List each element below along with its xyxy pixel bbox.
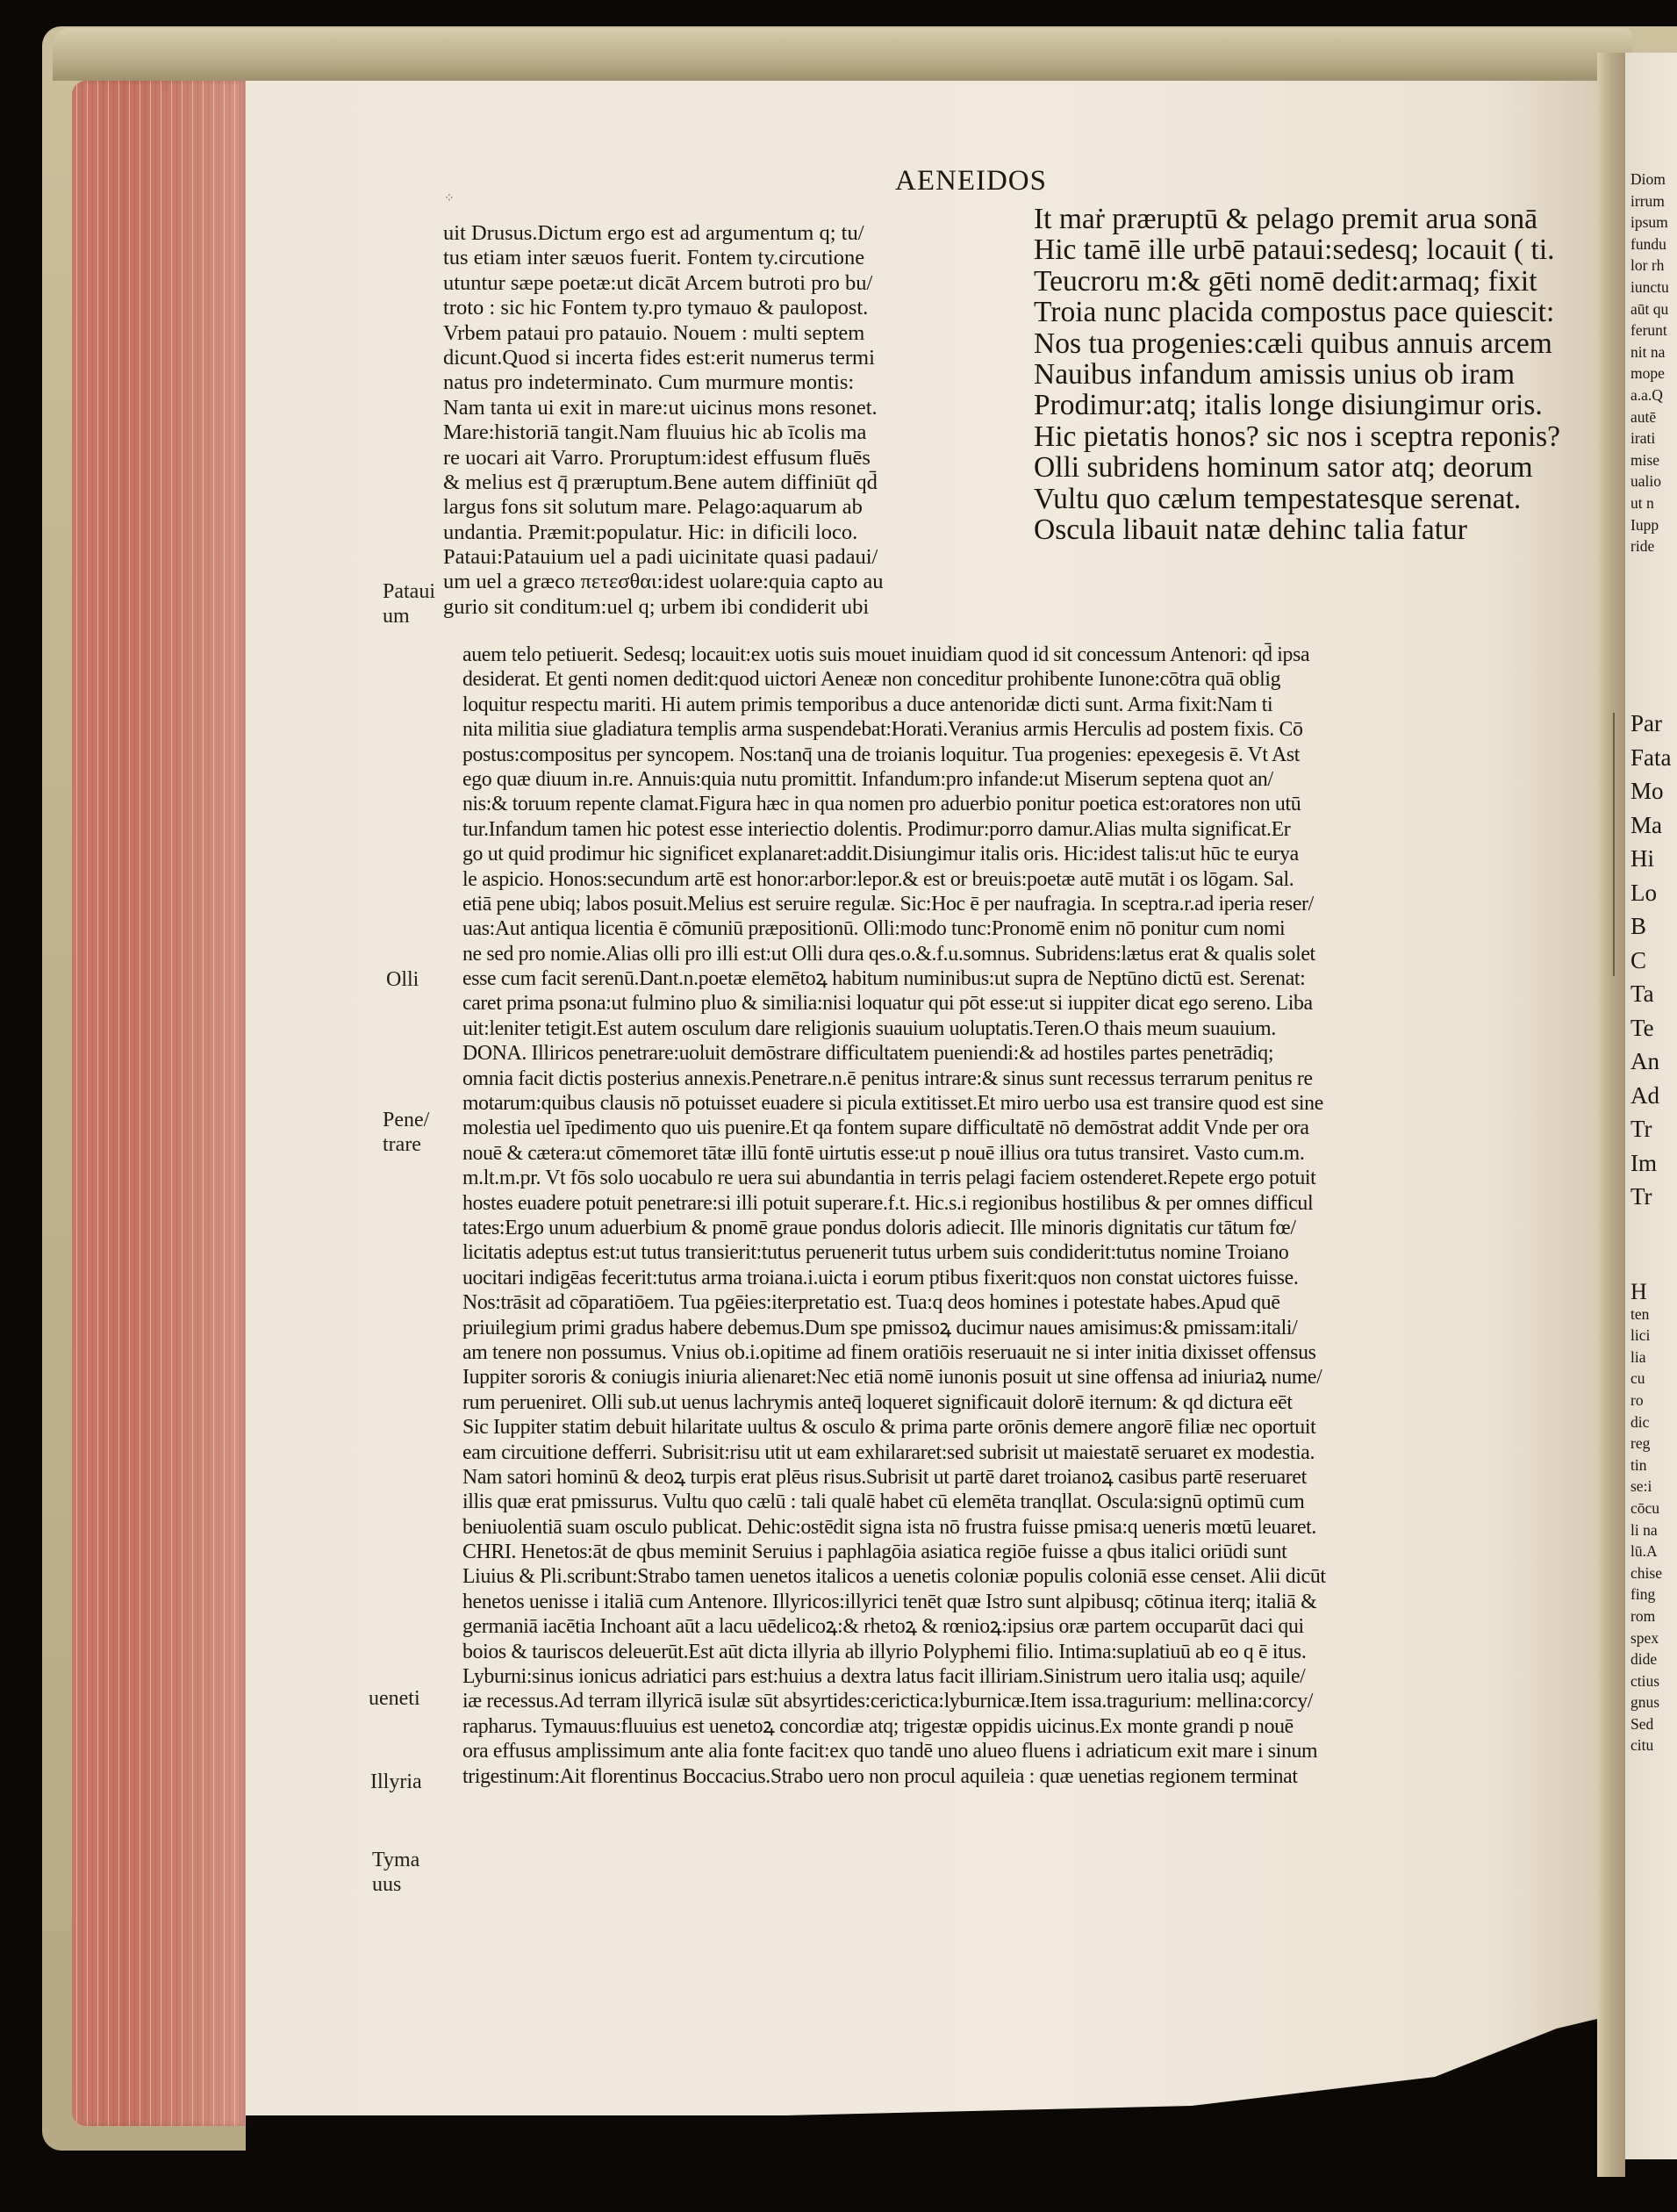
verse-line: Olli subridens hominum sator atq; deorum — [1034, 451, 1533, 485]
fragment: Par — [1630, 710, 1662, 736]
commentary-line: um uel a græco πετεσθαι:idest uolare:quia capto au — [443, 570, 884, 594]
fragment: C — [1630, 946, 1647, 973]
verse-line: Nos tua progenies:cæli quibus annuis arcem — [1034, 327, 1552, 360]
fragment: mope — [1630, 364, 1665, 383]
fragment: ualio — [1630, 472, 1661, 491]
fragment: ipsum — [1630, 213, 1668, 232]
commentary-line: uocitari indigēas fecerit:tutus arma troiana.i.uicta i eorum ptibus fixerit:quos non constat uictores fuisse. — [462, 1266, 1299, 1289]
commentary-line: iæ recessus.Ad terram illyricā isulæ sūt absyrtides:cerictica:lyburnicæ.Item issa.tragurium: mellina:corcy/ — [462, 1690, 1314, 1713]
fragment: H — [1630, 1282, 1647, 1304]
verse-line: Prodimur:atq; italis longe disiungimur oris. — [1034, 389, 1543, 422]
commentary-line: tus etiam inter sæuos fuerit. Fontem ty.circutione — [443, 246, 865, 270]
marginal-note: Olli — [386, 968, 419, 991]
fragment: aūt qu — [1630, 299, 1669, 318]
fragment: nit na — [1630, 342, 1666, 361]
commentary-line: germaniā iacētia Inchoant aūt a lacu uēdelicoꝝ:& rhetoꝝ & rœnioꝝ:ipsius oræ partem occuparūt daci qui — [462, 1615, 1304, 1639]
commentary-line: ne sed pro nomie.Alias olli pro illi est:ut Olli dura qes.o.&.f.u.somnus. Subridens:lætus erat & qualis solet — [462, 942, 1315, 966]
commentary-line: DONA. Illiricos penetrare:uoluit demōstrare difficultatem pueniendi:& ad hostiles partes penetrādiq; — [462, 1042, 1274, 1066]
marginal-note: trare — [383, 1133, 421, 1156]
commentary-line: illis quæ erat pmissurus. Vultu quo cælū : tali qualē habet cū elemēta tranqllat. Oscula:signū optimū cum — [462, 1490, 1305, 1514]
commentary-line: CHRI. Henetos:āt de qbus meminit Seruius i paphlagōia asiatica regiōe fuisse a qbus italici oriūdi sunt — [462, 1540, 1287, 1564]
commentary-line: largus fons sit solutum mare. Pelago:aquarum ab — [443, 495, 863, 520]
commentary-line: trigestinum:Ait florentinus Boccacius.Strabo uero non procul aquileia : quæ uenetias regionem terminat — [462, 1764, 1298, 1788]
fragment: Tr — [1630, 1116, 1652, 1142]
commentary-line: ora effusus amplissimum ante alia fonte facit:ex quo tandē uno alueo fluens i adriaticum exit mare i sinum — [462, 1740, 1318, 1763]
fragment: fing — [1630, 1585, 1656, 1604]
fragment: irati — [1630, 429, 1656, 448]
commentary-line: undantia. Præmit:populatur. Hic: in dificili loco. — [443, 520, 858, 544]
fragment: lor rh — [1630, 256, 1665, 275]
commentary-line: licitatis adeptus est:ut tutus transierit:tutus peruenerit tutus urbem suis condiderit:tutus nomine Troiano — [462, 1241, 1289, 1265]
fragment: ferunt — [1630, 321, 1667, 340]
facing-page-text-top — [1630, 169, 1677, 557]
commentary-line: desiderat. Et genti nomen dedit:quod uictori Aeneæ non conceditur prohibente Iunone:cōtra quā oblig — [462, 668, 1281, 692]
commentary-line: nouē & cætera:ut cōmemoret tātæ illū fontē uirtutis esse:ut p nouē illius ora tutus transiret. Vasto cum.m. — [462, 1141, 1305, 1165]
commentary-line: m.lt.m.pr. Vt fōs solo uocabulo re uera sui abundantia in terris pelagi faciem ostenderet.Repete ergo potuit — [462, 1167, 1316, 1190]
fragment: An — [1630, 1048, 1659, 1074]
commentary-wide-column — [462, 643, 1599, 1790]
commentary-line: Vrbem pataui pro patauio. Nouem : multi septem — [443, 320, 865, 345]
marginal-note: Illyria — [370, 1770, 422, 1793]
commentary-line: rum perueniret. Olli sub.ut uenus lachrymis anteq̄ loqueret significauit dolorē iternum: & qd dictura eēt — [462, 1390, 1293, 1414]
fragment: iunctu — [1630, 277, 1669, 296]
fragment: dide — [1630, 1650, 1658, 1669]
commentary-line: omnia facit dictis posterius annexis.Penetrare.n.ē penitus intrare:& sinus sunt recessus terrarum penitus re — [462, 1066, 1313, 1090]
commentary-line: henetos uenisse i italiā cum Antenore. Illyricos:illyrici tenēt quæ Istro sunt alpibusq; cōtinua iterq; italiā & — [462, 1590, 1317, 1613]
fragment: a.a.Q — [1630, 385, 1663, 404]
commentary-line: Liuius & Pli.scribunt:Strabo tamen uenetos italicos a uenetis coloniæ populis coloniā esse censet. Alii dicūt — [462, 1565, 1326, 1589]
fragment: Lo — [1630, 879, 1657, 906]
commentary-line: uit Drusus.Dictum ergo est ad argumentum q; tu/ — [443, 221, 864, 245]
commentary-line: eam circuitione defferri. Subrisit:risu utit ut eam exhilararet:sed subrisit ut maiestatē seruaret ex modestia. — [462, 1440, 1315, 1464]
book-gutter — [1597, 53, 1625, 2177]
fragment: tin — [1630, 1455, 1647, 1474]
commentary-line: priuilegium primi gradus habere debemus.Dum spe pmissoꝝ ducimur naues amisimus:& pmissam:itali/ — [462, 1316, 1298, 1339]
marginal-note: ueneti — [369, 1687, 420, 1710]
commentary-line: Nam satori hominū & deoꝝ turpis erat plēus risus.Subrisit ut partē daret troianoꝝ casibus partē reseruaret — [462, 1465, 1307, 1489]
fragment: rom — [1630, 1606, 1656, 1625]
verse-line: Troia nunc placida compostus pace quiescit: — [1034, 296, 1555, 329]
commentary-line: molestia uel īpedimento quo uis puenire.Et qa fontem supare difficultatē nō demōstrat addit Vnde per ora — [462, 1117, 1309, 1140]
commentary-line: Lyburni:sinus ionicus adriatici pars est:huius a dextra latus facit illiriam.Sinistrum uero italia usq; aquile/ — [462, 1665, 1306, 1689]
commentary-line: utuntur sæpe poetæ:ut dicāt Arcem butroti pro bu/ — [443, 270, 873, 295]
commentary-line: ego quæ diuum in.re. Annuis:quia nutu promittit. Infandum:pro infande:ut Miserum septena quot an/ — [462, 767, 1273, 791]
fragment: cu — [1630, 1369, 1645, 1388]
fragment: autē — [1630, 407, 1657, 426]
commentary-line: natus pro indeterminato. Cum murmure montis: — [443, 370, 855, 395]
facing-page-text-middle — [1630, 707, 1677, 1214]
verse-line: Hic tamē ille urbē pataui:sedesq; locauit ( ti. — [1034, 233, 1555, 267]
fragment: lū.A — [1630, 1542, 1658, 1561]
commentary-line: troto : sic hic Fontem ty.pro tymauo & paulopost. — [443, 296, 869, 320]
fragment: fundu — [1630, 234, 1666, 253]
fragment: lici — [1630, 1326, 1651, 1345]
fragment: chise — [1630, 1563, 1662, 1582]
fragment: ut n — [1630, 493, 1654, 512]
verse-line: Hic pietatis honos? sic nos i sceptra reponis? — [1034, 420, 1561, 453]
commentary-line: loquitur respectu mariti. Hi autem primis temporibus a duce antenoridæ dicti sunt. Arma fixit:Nam ti — [462, 693, 1273, 716]
fragment: ten — [1630, 1304, 1650, 1323]
verse-block — [1034, 204, 1595, 545]
commentary-line: uit:leniter tetigit.Est autem osculum dare religionis suauium uoluptatis.Teren.O thais meum suauium. — [462, 1016, 1276, 1040]
commentary-line: & melius est q̄ præruptum.Bene autem diffiniūt qd̄ — [443, 470, 878, 494]
commentary-narrow-column — [443, 221, 1040, 620]
commentary-line: nis:& toruum repente clamat.Figura hæc in qua nomen pro aduerbio ponitur poetica est:oratores non utū — [462, 793, 1301, 816]
red-page-edges — [72, 81, 247, 2126]
fragment: se:i — [1630, 1477, 1652, 1496]
commentary-line: Nam tanta ui exit in mare:ut uicinus mons resonet. — [443, 395, 878, 420]
commentary-line: dicunt.Quod si incerta fides est:erit numerus termi — [443, 345, 875, 370]
commentary-line: boios & tauriscos deleuerūt.Est aūt dicta illyria ab illyrio Polyphemi filio. Intima:suplatiuū ab eo q ē itus. — [462, 1640, 1307, 1663]
ink-bracket-annotation — [1613, 713, 1625, 976]
commentary-line: tates:Ergo unum aduerbium & pnomē graue pondus doloris adiecit. Ille minoris dignitatis cur tātum fœ/ — [462, 1216, 1296, 1239]
commentary-line: am tenere non possumus. Vnius ob.i.opitime ad finem oratiōis reseruauit ne si inter initia dixisset offensus — [462, 1340, 1316, 1364]
fragment: Ta — [1630, 980, 1654, 1007]
fragment: Hi — [1630, 845, 1654, 872]
commentary-line: beniuolentiā suam osculo publicat. Dehic:ostēdit signa ista nō frustra fuisse pmisa:q ueneris mœtū leuaret. — [462, 1515, 1317, 1539]
commentary-line: tur.Infandum tamen hic potest esse interiectio dolentis. Prodimur:porro damur.Alias multa significat.Er — [462, 817, 1291, 841]
book-cover-top-edge — [53, 28, 1632, 81]
commentary-line: motarum:quibus clausis nō potuisset euadere si picula extitisset.Et miro uerbo usa est transire quod est sine — [462, 1092, 1323, 1116]
marginal-note: um — [383, 605, 410, 628]
commentary-line: nita militia siue gladiatura templis arma suspendebat:Horati.Veranius armis Herculis ad postem fixis. Cō — [462, 718, 1303, 742]
fragment: ride — [1630, 537, 1655, 556]
commentary-line: Pataui:Patauium uel a padi uicinitate quasi padaui/ — [443, 545, 878, 570]
fragment: li na — [1630, 1520, 1658, 1539]
commentary-line: etiā pene ubiq; labos posuit.Melius est seruire regulæ. Sic:Hoc ē per naufragia. In sceptra.r.ad iperia reser/ — [462, 892, 1314, 916]
marginal-note: uus — [372, 1873, 402, 1896]
fragment: Mo — [1630, 778, 1664, 804]
commentary-line: Nos:trāsit ad cōparatiōem. Tua pgēies:iterpretatio est. Tua:q deos homines i potestate habes.Apud quē — [462, 1291, 1280, 1315]
commentary-line: Mare:historiā tangit.Nam fluuius hic ab īcolis ma — [443, 420, 867, 445]
fragment: Diom — [1630, 170, 1666, 188]
commentary-line: re uocari ait Varro. Proruptum:idest effusum fluēs — [443, 445, 871, 470]
fragment: B — [1630, 913, 1647, 939]
fragment: spex — [1630, 1628, 1659, 1647]
commentary-line: rapharus. Tymauus:fluuius est uenetoꝝ concordiæ atq; trigestæ oppidis uicinus.Ex monte grandi p nouē — [462, 1714, 1294, 1738]
commentary-line: go ut quid prodimur hic significet explanaret:addit.Disiungimur italis oris. Hic:idest talis:ut hūc te eurya — [462, 843, 1299, 866]
commentary-line: uas:Aut antiqua licentia ē cōmuniū præpositionū. Olli:modo tunc:Pronomē enim nō ponitur cum nomi — [462, 917, 1286, 941]
facing-page-text-bottom — [1630, 1282, 1677, 1756]
commentary-line: esse cum facit serenū.Dant.n.poetæ elemētoꝝ habitum numinibus:ut supra de Neptūno dictū est. Serenat: — [462, 967, 1306, 991]
fragment: cōcu — [1630, 1498, 1660, 1517]
verse-line: It maṙ præruptū & pelago premit arua sonā — [1034, 203, 1537, 235]
fragment: dic — [1630, 1412, 1650, 1431]
marginal-note: Tyma — [372, 1849, 420, 1871]
fragment: citu — [1630, 1736, 1654, 1755]
printer-mark: ⁘ — [444, 192, 455, 205]
marginal-note: Pataui — [383, 580, 435, 603]
verse-line: Teucroru m:& gēti nomē dedit:armaq; fixit — [1034, 264, 1537, 298]
fragment: lia — [1630, 1347, 1646, 1366]
fragment: Sed — [1630, 1714, 1654, 1733]
marginal-note: Pene/ — [383, 1109, 430, 1131]
fragment: Fata — [1630, 743, 1672, 771]
fragment: Ad — [1630, 1081, 1659, 1109]
commentary-line: hostes euadere potuit penetrare:si illi potuit superare.f.t. Hic.s.i regionibus hostilibus & per omnes difficul — [462, 1191, 1314, 1215]
verse-line: Oscula libauit natæ dehinc talia fatur — [1034, 513, 1467, 546]
fragment: ro — [1630, 1390, 1644, 1409]
commentary-line: auem telo petiuerit. Sedesq; locauit:ex uotis suis mouet inuidiam quod id sit concessum Antenori: qd̄ ipsa — [462, 643, 1310, 666]
fragment: Tr — [1630, 1183, 1652, 1210]
fragment: Ma — [1630, 811, 1662, 838]
fragment: Te — [1630, 1014, 1654, 1041]
fragment: gnus — [1630, 1693, 1660, 1712]
fragment: irrum — [1630, 191, 1665, 210]
commentary-line: le aspicio. Honos:secundum artē est honor:arbor:lepor.& est or breuis:poetæ autē mutāt i os lōgam. Sal. — [462, 867, 1294, 891]
fragment: mise — [1630, 450, 1660, 469]
fragment: Iupp — [1630, 515, 1659, 534]
fragment: Im — [1630, 1149, 1657, 1176]
running-head: AENEIDOS — [895, 165, 1047, 197]
commentary-line: caret prima psona:ut fulmino pluo & similia:nisi loquatur qui pōt esse:ut si iuppiter dicat ego sereno. Liba — [462, 992, 1313, 1016]
commentary-line: postus:compositus per syncopem. Nos:tanq̄ una de troianis loquitur. Tua progenies: epexegesis ē. Vt Ast — [462, 743, 1300, 766]
commentary-line: Iuppiter sororis & coniugis iniuria alienaret:Nec etiā nomē iunonis posuit ut sine offensa ad iniuriaꝝ nume/ — [462, 1366, 1322, 1390]
verse-line: Vultu quo cælum tempestatesque serenat. — [1034, 482, 1522, 515]
commentary-line: Sic Iuppiter statim debuit hilaritate uultus & osculo & prima parte orōnis demere angorē filiæ nec oportuit — [462, 1416, 1316, 1440]
fragment: reg — [1630, 1434, 1651, 1453]
fragment: ctius — [1630, 1671, 1660, 1690]
verse-line: Nauibus infandum amissis unius ob iram — [1034, 357, 1516, 391]
commentary-line: gurio sit conditum:uel q; urbem ibi condiderit ubi — [443, 594, 870, 619]
